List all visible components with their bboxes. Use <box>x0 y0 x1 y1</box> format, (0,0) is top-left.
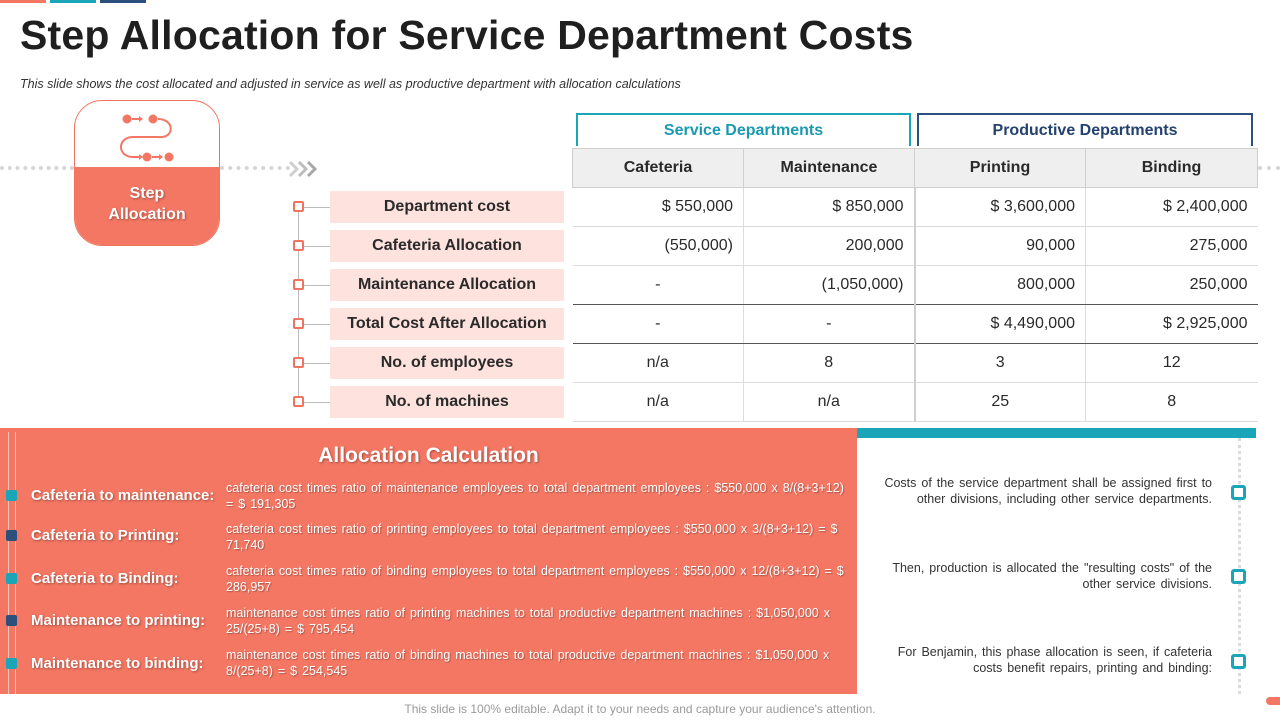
row-connector <box>304 363 330 364</box>
badge-label <box>75 183 219 225</box>
accent-bar-navy <box>100 0 146 3</box>
table-cell: $ 850,000 <box>744 188 915 227</box>
table-cell: (1,050,000) <box>744 266 915 305</box>
calc-label-maintenance-printing: Maintenance to printing: <box>31 612 206 629</box>
badge-label-line2: Allocation <box>108 206 186 223</box>
calc-marker-teal <box>6 573 17 584</box>
row-marker <box>293 357 304 368</box>
calc-label-cafeteria-maintenance: Cafeteria to maintenance: <box>31 487 215 504</box>
teal-accent-band <box>857 428 1256 438</box>
table-cell: $ 2,925,000 <box>1086 305 1258 344</box>
row-connector <box>304 207 330 208</box>
column-header-printing: Printing <box>915 149 1086 188</box>
calc-text-cafeteria-binding: cafeteria cost times ratio of binding employees to total department employees : $550,000 x 12/(8+3+12) = $ 286,957 <box>226 564 844 594</box>
timeline-dotted-line-mid <box>220 166 290 172</box>
table-cell: - <box>573 266 744 305</box>
calc-marker-navy <box>6 615 17 626</box>
row-label-total-cost: Total Cost After Allocation <box>330 308 564 340</box>
table-cell: 8 <box>744 344 915 383</box>
table-header-row <box>573 149 1258 188</box>
table-cell: 250,000 <box>1086 266 1258 305</box>
table-cell: 3 <box>915 344 1086 383</box>
table-cell: n/a <box>744 383 915 422</box>
row-connector <box>304 402 330 403</box>
table-cell: 275,000 <box>1086 227 1258 266</box>
table-row <box>573 266 1258 305</box>
table-row <box>573 227 1258 266</box>
table-cell: n/a <box>573 344 744 383</box>
note-text: Then, production is allocated the "resulting costs" of the other service divisions. <box>892 561 1212 591</box>
row-connector-line <box>298 207 299 402</box>
timeline-dotted-line-right <box>1258 166 1280 172</box>
column-header-cafeteria: Cafeteria <box>573 149 744 188</box>
row-label-maintenance-allocation: Maintenance Allocation <box>330 269 564 301</box>
chevron-arrows-icon <box>288 158 318 180</box>
service-departments-header: Service Departments <box>576 113 911 146</box>
productive-departments-header: Productive Departments <box>917 113 1253 146</box>
row-connector <box>304 324 330 325</box>
calc-label-maintenance-binding: Maintenance to binding: <box>31 655 204 672</box>
calc-marker-teal <box>6 658 17 669</box>
workflow-steps-icon <box>115 109 181 163</box>
slide-title: Step Allocation for Service Department Costs <box>20 12 914 58</box>
column-header-maintenance: Maintenance <box>744 149 915 188</box>
row-connector <box>304 285 330 286</box>
calc-marker-teal <box>6 490 17 501</box>
column-header-binding: Binding <box>1086 149 1258 188</box>
timeline-dotted-line-left <box>0 166 74 172</box>
note-text: Costs of the service department shall be assigned first to other divisions, including other service departments. <box>884 476 1212 506</box>
allocation-calculation-title: Allocation Calculation <box>318 444 539 467</box>
row-connector <box>304 246 330 247</box>
row-marker <box>293 201 304 212</box>
table-cell: - <box>573 305 744 344</box>
table-cell: 800,000 <box>915 266 1086 305</box>
calc-text-maintenance-binding: maintenance cost times ratio of binding machines to total productive department machines : $1,050,000 x 8/(25+8) = $ 254,545 <box>226 648 830 678</box>
panel-vertical-lines <box>8 432 16 694</box>
accent-bar-teal <box>50 0 96 3</box>
calc-label-cafeteria-printing: Cafeteria to Printing: <box>31 527 180 544</box>
table-row <box>573 383 1258 422</box>
allocation-table <box>572 148 1258 422</box>
calc-marker-navy <box>6 530 17 541</box>
table-cell: $ 4,490,000 <box>915 305 1086 344</box>
table-cell: 8 <box>1086 383 1258 422</box>
table-row <box>573 344 1258 383</box>
row-label-department-cost: Department cost <box>330 191 564 223</box>
row-marker <box>293 279 304 290</box>
note-marker <box>1231 569 1246 584</box>
row-marker <box>293 240 304 251</box>
table-cell: (550,000) <box>573 227 744 266</box>
accent-bar-coral <box>0 0 46 3</box>
table-cell: 12 <box>1086 344 1258 383</box>
slide-subtitle: This slide shows the cost allocated and adjusted in service as well as productive department with allocation calculations <box>20 77 681 91</box>
table-cell: n/a <box>573 383 744 422</box>
table-cell: - <box>744 305 915 344</box>
calc-text-cafeteria-maintenance: cafeteria cost times ratio of maintenance employees to total department employees : $550,000 x 8/(8+3+12) = $ 191,305 <box>226 481 844 511</box>
table-row <box>573 188 1258 227</box>
calc-label-cafeteria-binding: Cafeteria to Binding: <box>31 570 179 587</box>
calc-text-maintenance-printing: maintenance cost times ratio of printing machines to total productive department machines : $1,050,000 x 25/(25+8) = $ 795,454 <box>226 606 830 636</box>
calc-text-cafeteria-printing: cafeteria cost times ratio of printing employees to total department employees : $550,000 x 3/(8+3+12) = $ 71,740 <box>226 522 838 552</box>
row-label-cafeteria-allocation: Cafeteria Allocation <box>330 230 564 262</box>
corner-accent <box>1266 697 1280 705</box>
row-marker <box>293 396 304 407</box>
table-cell: $ 550,000 <box>573 188 744 227</box>
table-row <box>573 305 1258 344</box>
badge-label-line1: Step <box>129 185 165 202</box>
footer-note: This slide is 100% editable. Adapt it to your needs and capture your audience's attention. <box>404 702 876 716</box>
row-marker <box>293 318 304 329</box>
note-marker <box>1231 654 1246 669</box>
row-label-employees: No. of employees <box>330 347 564 379</box>
table-cell: 90,000 <box>915 227 1086 266</box>
note-text: For Benjamin, this phase allocation is seen, if cafeteria costs benefit repairs, printing and binding: <box>897 645 1212 675</box>
table-cell: $ 3,600,000 <box>915 188 1086 227</box>
step-allocation-badge <box>74 100 220 246</box>
table-cell: 25 <box>915 383 1086 422</box>
table-cell: 200,000 <box>744 227 915 266</box>
note-marker <box>1231 485 1246 500</box>
row-label-machines: No. of machines <box>330 386 564 418</box>
table-cell: $ 2,400,000 <box>1086 188 1258 227</box>
